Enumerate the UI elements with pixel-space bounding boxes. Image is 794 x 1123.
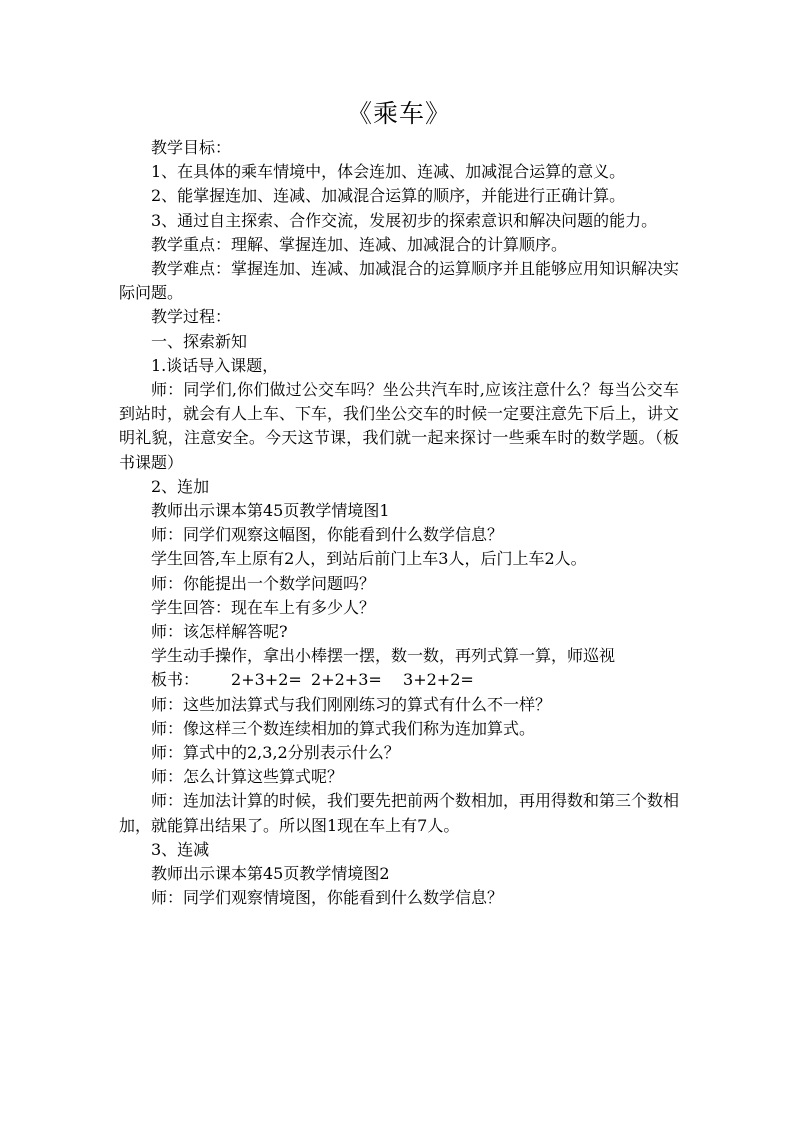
paragraph: 师：同学们观察情境图，你能看到什么数学信息？ (151, 888, 504, 908)
paragraph: 学生回答：现在车上有多少人？ (151, 597, 376, 617)
paragraph: 师：你能提出一个数学问题吗？ (151, 573, 376, 593)
document-title: 《乘车》 (346, 99, 451, 128)
paragraph: 1.谈话导入课题， (151, 355, 279, 375)
paragraph: 师：这些加法算式与我们刚刚练习的算式有什么不一样？ (151, 694, 552, 714)
paragraph: 师：像这样三个数连续相加的算式我们称为连加算式。 (151, 718, 536, 738)
formula: 2+2+3= (311, 670, 382, 690)
paragraph: 教学目标： (151, 138, 232, 157)
board-formulas (119, 668, 679, 692)
paragraph: 师：同学们观察这幅图，你能看到什么数学信息？ (151, 525, 504, 545)
paragraph: 教学过程： (151, 307, 232, 327)
section-heading: 2、连加 (151, 476, 210, 496)
paragraph: 教师出示课本第45页教学情境图2 (151, 864, 390, 884)
paragraph: 师：怎么计算这些算式呢？ (151, 767, 344, 787)
paragraph: 师：连加法计算的时候，我们要先把前两个数相加，再用得数和第三个数相加，就能算出结果了。所以图1现在车上有7人。 (119, 791, 680, 835)
section-heading: 3、连减 (151, 839, 210, 859)
paragraph: 学生回答,车上原有2人，到站后前门上车3人，后门上车2人。 (151, 549, 587, 569)
paragraph: 1、在具体的乘车情境中，体会连加、连减、加减混合运算的意义。 (151, 162, 626, 182)
paragraph: 教学重点：理解、掌握连加、连减、加减混合的计算顺序。 (151, 234, 568, 254)
paragraph: 师：该怎样解答呢? (151, 622, 288, 642)
paragraph: 学生动手操作，拿出小棒摆一摆，数一数，再列式算一算，师巡视 (151, 646, 616, 666)
paragraph: 2、能掌握连加、连减、加减混合运算的顺序，并能进行正确计算。 (151, 186, 626, 206)
paragraph: 师：算式中的2,3,2分别表示什么？ (151, 743, 400, 763)
paragraph: 师：同学们,你们做过公交车吗？坐公共汽车时,应该注意什么？每当公交车到站时，就会有人上车、下车，我们坐公交车的时候一定要注意先下后上，讲文明礼貌，注意安全。今天这节课，我们就一起来探讨一些乘车时的数学题。（板书课题） (119, 380, 680, 472)
document-page (119, 96, 679, 911)
board-label: 板书： (151, 670, 200, 690)
paragraph: 教学难点：掌握连加、连减、加减混合的运算顺序并且能够应用知识解决实际问题。 (119, 259, 680, 303)
section-heading: 一、探索新知 (151, 331, 248, 351)
formula: 3+2+2= (403, 670, 474, 690)
formula: 2+3+2= (231, 670, 302, 690)
paragraph: 教师出示课本第45页教学情境图1 (151, 501, 390, 521)
paragraph: 3、通过自主探索、合作交流，发展初步的探索意识和解决问题的能力。 (151, 210, 658, 230)
